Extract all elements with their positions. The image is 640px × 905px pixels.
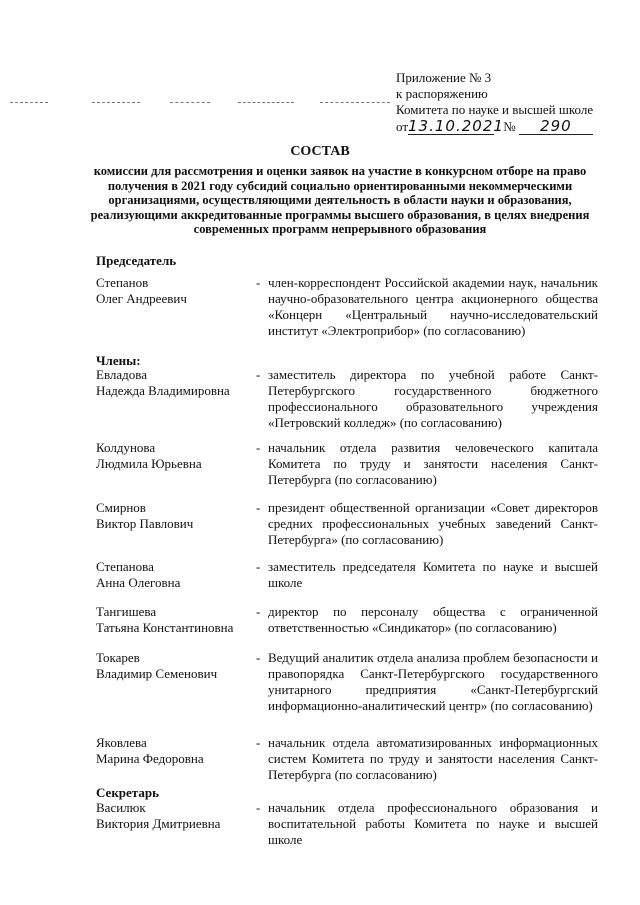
member-given-name: Олег Андреевич: [96, 291, 187, 306]
member-name: [96, 650, 256, 682]
separator-dash: -: [256, 650, 261, 665]
member-surname: Колдунова: [96, 440, 156, 455]
member-role: заместитель директора по учебной работе Санкт-Петербургского государственного бюджетного профессионального образовательного учреждения «Петровский колледж» (по согласованию): [268, 367, 598, 430]
appendix-line-1: Приложение № 3: [396, 70, 492, 85]
member-name: [96, 735, 256, 767]
member-surname: Тангишева: [96, 604, 157, 619]
member-surname: Степанов: [96, 275, 149, 290]
separator-dash: -: [256, 500, 261, 515]
date-prefix: от: [396, 119, 409, 134]
scan-artifact-line: [238, 102, 294, 104]
appendix-date-line: [396, 118, 626, 135]
separator-dash: -: [256, 604, 261, 619]
member-role: президент общественной организации «Совет директоров средних профессиональных учебных заведений Санкт-Петербурга» (по согласованию): [268, 500, 598, 547]
number-label: №: [503, 119, 516, 134]
section-secretary: Секретарь: [96, 785, 159, 800]
member-role: начальник отдела профессионального образования и воспитательной работы Комитета по науке и высшей школе: [268, 800, 598, 847]
number-value: 290: [519, 118, 593, 135]
appendix-line-3: Комитета по науке и высшей школе: [396, 102, 594, 117]
date-value: 13.10.2021: [408, 117, 504, 135]
member-surname: Евладова: [96, 367, 148, 382]
document-subtitle: комиссии для рассмотрения и оценки заявок на участие в конкурсном отборе на право получения в 2021 году субсидий социально ориентированными некоммерческими организациями, осуществляющими деятельность в области науки и образования, реализующими аккредитованные программы высшего образования, в целях внедрения современных программ непрерывного образования: [90, 164, 590, 237]
member-name: [96, 800, 256, 832]
section-members: Члены:: [96, 353, 141, 368]
scan-artifact-line: [170, 102, 210, 104]
separator-dash: -: [256, 440, 261, 455]
member-surname: Токарев: [96, 650, 140, 665]
member-given-name: Татьяна Константиновна: [96, 620, 234, 635]
member-given-name: Владимир Семенович: [96, 666, 218, 681]
member-given-name: Марина Федоровна: [96, 751, 204, 766]
member-given-name: Виктор Павлович: [96, 516, 194, 531]
separator-dash: -: [256, 800, 261, 815]
member-given-name: Анна Олеговна: [96, 575, 181, 590]
member-name: [96, 275, 256, 307]
member-role: начальник отдела развития человеческого капитала Комитета по труду и занятости населения Санкт-Петербурга (по согласованию): [268, 440, 598, 487]
separator-dash: -: [256, 559, 261, 574]
member-role: директор по персоналу общества с ограниченной ответственностью «Синдикатор» (по согласованию): [268, 604, 598, 635]
member-given-name: Надежда Владимировна: [96, 383, 230, 398]
member-role: заместитель председателя Комитета по науке и высшей школе: [268, 559, 598, 590]
separator-dash: -: [256, 735, 261, 750]
section-chair: Председатель: [96, 253, 177, 268]
member-given-name: Виктория Дмитриевна: [96, 816, 221, 831]
separator-dash: -: [256, 367, 261, 382]
member-surname: Смирнов: [96, 500, 146, 515]
member-surname: Василюк: [96, 800, 146, 815]
member-name: [96, 367, 256, 399]
member-name: [96, 559, 256, 591]
member-name: [96, 500, 256, 532]
member-surname: Степанова: [96, 559, 154, 574]
appendix-line-2: к распоряжению: [396, 86, 488, 101]
scan-artifact-line: [92, 102, 140, 104]
member-given-name: Людмила Юрьевна: [96, 456, 202, 471]
member-name: [96, 604, 256, 636]
document-title: СОСТАВ: [290, 144, 350, 159]
member-surname: Яковлева: [96, 735, 147, 750]
member-role: член-корреспондент Российской академии наук, начальник научно-образовательного центра акционерного общества «Концерн «Центральный научно-исследовательский институт «Электроприбор» (по согласованию): [268, 275, 598, 338]
member-role: Ведущий аналитик отдела анализа проблем безопасности и правопорядка Санкт-Петербургского государственного унитарного предприятия «Санкт-Петербургский информационно-аналитический центр» (по согласованию): [268, 650, 598, 713]
scan-artifact-line: [10, 102, 48, 104]
separator-dash: -: [256, 275, 261, 290]
appendix-header: [396, 70, 626, 135]
member-name: [96, 440, 256, 472]
scan-artifact-line: [320, 102, 390, 104]
member-role: начальник отдела автоматизированных информационных систем Комитета по труду и занятости населения Санкт-Петербурга (по согласованию): [268, 735, 598, 782]
